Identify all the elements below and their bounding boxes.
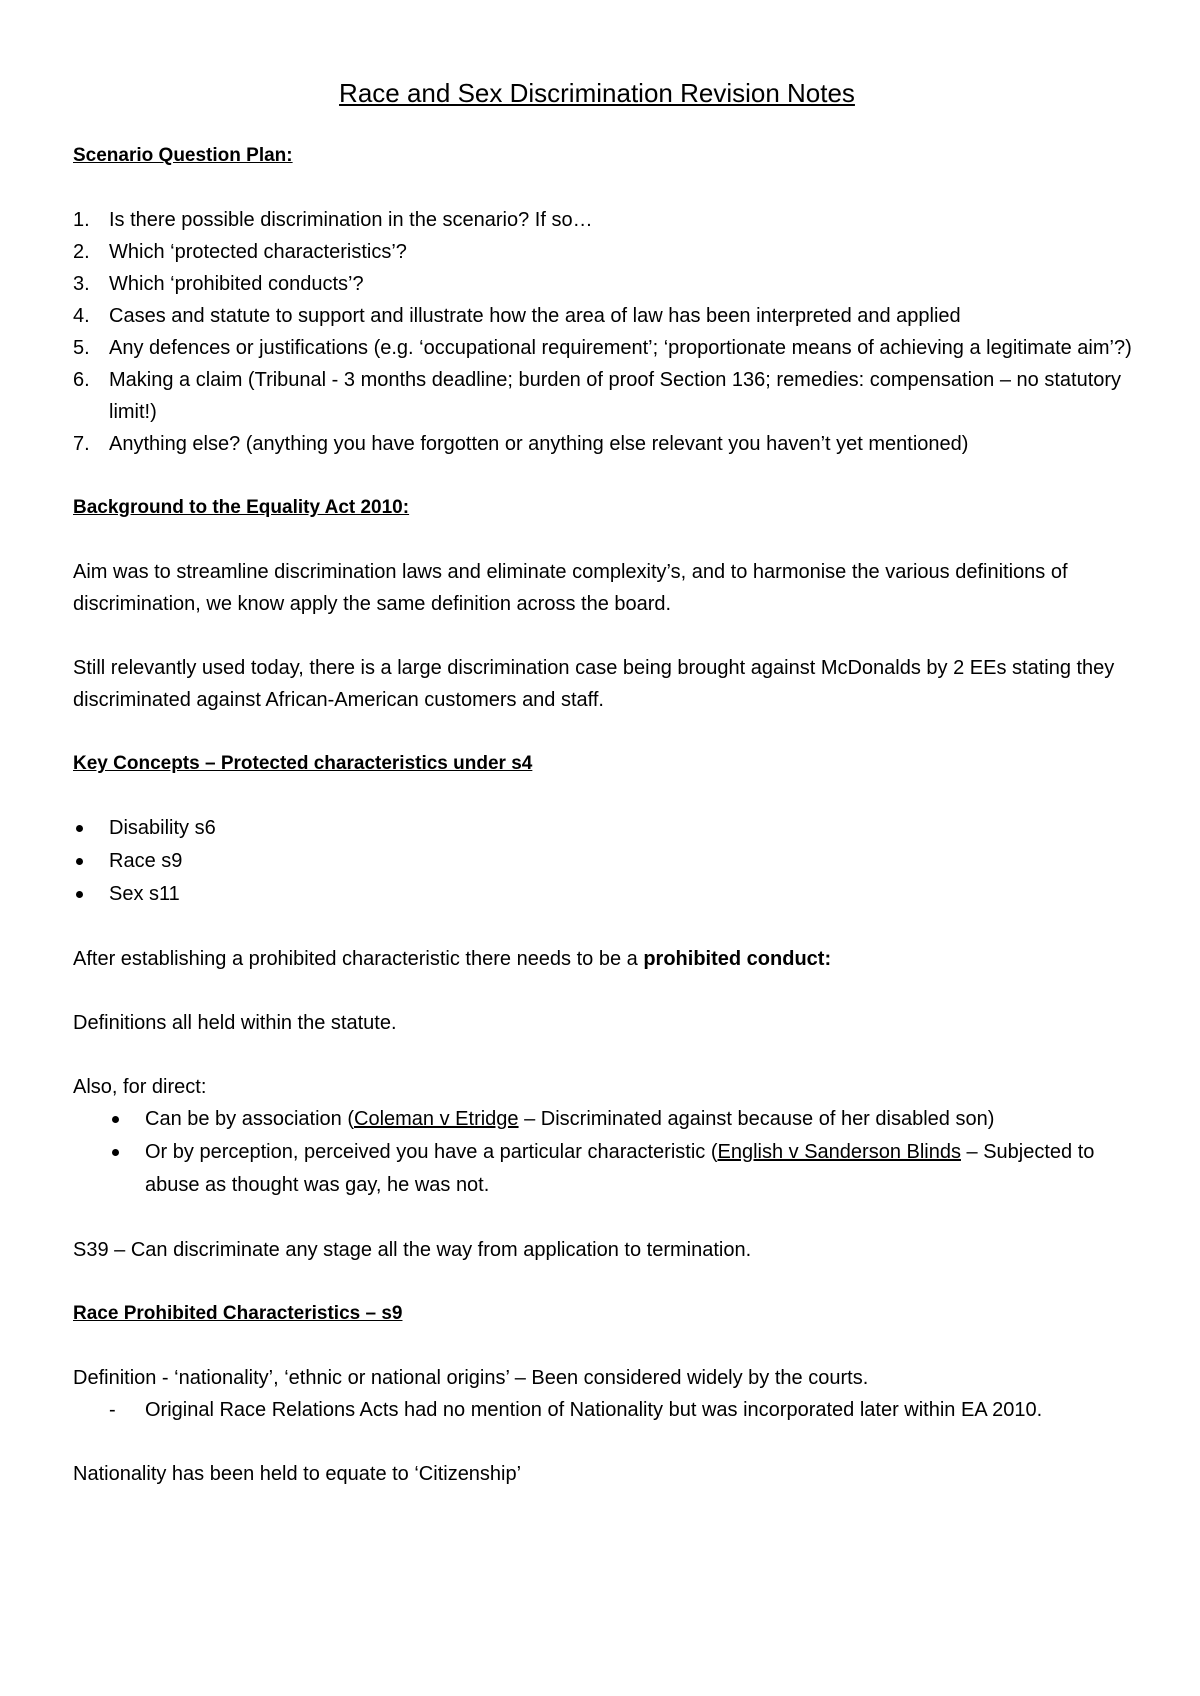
s39-paragraph: S39 – Can discriminate any stage all the way from application to termination. — [73, 1239, 752, 1261]
bullet-icon — [76, 891, 83, 898]
bullet-icon — [112, 1149, 119, 1156]
case-name: Coleman v Etridge — [354, 1108, 519, 1130]
background-paragraph: Aim was to streamline discrimination laws and eliminate complexity’s, and to harmonise the various definitions of discrimination, we know apply the same definition across the board. — [73, 561, 1068, 615]
bullet-icon — [76, 858, 83, 865]
list-item: 3. Which ‘prohibited conducts’? — [73, 273, 364, 295]
case-name: English v Sanderson Blinds — [717, 1141, 961, 1163]
list-item: Or by perception, perceived you have a particular characteristic (English v Sanderson Blinds – Subjected to abuse as thought was gay, he was not. — [109, 1136, 1133, 1202]
key-concepts-heading: Key Concepts – Protected characteristics under s4 — [73, 753, 533, 774]
direct-paragraph: Also, for direct: — [73, 1076, 207, 1098]
list-item: 6. Making a claim (Tribunal - 3 months deadline; burden of proof Section 136; remedies: compensation – no statutory limit!) — [73, 369, 1122, 423]
race-definition-paragraph: Definition - ‘nationality’, ‘ethnic or national origins’ – Been considered widely by the courts. — [73, 1367, 869, 1389]
list-item: 5. Any defences or justifications (e.g. ‘occupational requirement’; ‘proportionate means of achieving a legitimate aim’?) — [73, 337, 1132, 359]
race-dash-list — [73, 1394, 1133, 1426]
bullet-icon — [76, 825, 83, 832]
list-item: Sex s11 — [73, 878, 1133, 911]
list-item: Disability s6 — [73, 812, 1133, 845]
bullet-icon — [112, 1116, 119, 1123]
definitions-paragraph: Definitions all held within the statute. — [73, 1012, 397, 1034]
question-plan-list — [73, 204, 1133, 460]
background-heading: Background to the Equality Act 2010: — [73, 497, 410, 518]
document-page — [73, 76, 1133, 1490]
background-paragraph-2: Still relevantly used today, there is a large discrimination case being brought against McDonalds by 2 EEs stating they discriminated against African-American customers and staff. — [73, 657, 1115, 711]
list-item: 4. Cases and statute to support and illustrate how the area of law has been interpreted and applied — [73, 305, 961, 327]
list-item: Can be by association (Coleman v Etridge – Discriminated against because of her disabled son) — [109, 1103, 1133, 1136]
prohibited-conduct-paragraph: After establishing a prohibited characteristic there needs to be a prohibited conduct: — [73, 948, 832, 970]
list-item: - Original Race Relations Acts had no mention of Nationality but was incorporated later within EA 2010. — [109, 1394, 1133, 1426]
list-item: 1. Is there possible discrimination in the scenario? If so… — [73, 209, 593, 231]
list-item: 7. Anything else? (anything you have forgotten or anything else relevant you haven’t yet mentioned) — [73, 433, 969, 455]
plan-heading: Scenario Question Plan: — [73, 145, 293, 166]
nationality-paragraph: Nationality has been held to equate to ‘Citizenship’ — [73, 1463, 522, 1485]
list-item: 2. Which ‘protected characteristics’? — [73, 241, 407, 263]
direct-discrimination-list — [73, 1103, 1133, 1202]
race-heading: Race Prohibited Characteristics – s9 — [73, 1303, 403, 1324]
protected-characteristics-list — [73, 812, 1133, 911]
dash-marker: - — [109, 1399, 116, 1421]
page-title: Race and Sex Discrimination Revision Notes — [339, 78, 855, 108]
list-item: Race s9 — [73, 845, 1133, 878]
